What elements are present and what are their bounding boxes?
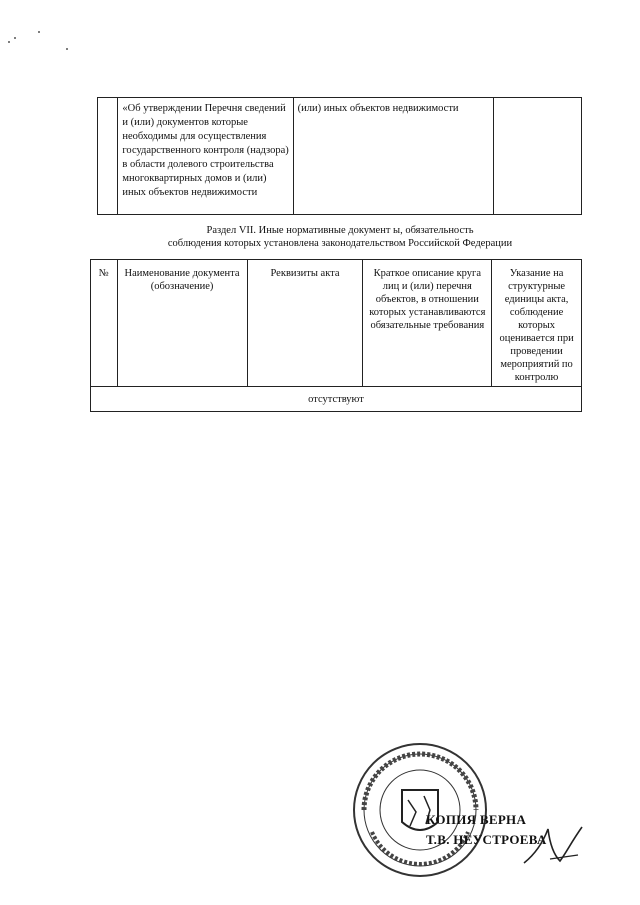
table-header-row	[91, 260, 582, 387]
header-document-name: Наименование документа (обозначение)	[117, 260, 247, 387]
table-cell-details: (или) иных объектов недвижимости	[293, 98, 493, 215]
section-title	[110, 224, 570, 250]
signature	[520, 815, 590, 875]
table-cell-document-name: «Об утверждении Перечня сведений и (или) документов которые необходимы для осуществления государственного контроля (надзора) в области долевого строительства многоквартирных домов и (или) иных объектов недвижимости	[118, 98, 293, 215]
table-cell-empty	[493, 98, 581, 215]
section-title-line1: Раздел VII. Иные нормативные документ ы, обязательность	[206, 225, 474, 236]
header-description: Краткое описание круга лиц и (или) перечня объектов, в отношении которых устанавливаются обязательные требования	[363, 260, 492, 387]
table-row	[98, 98, 582, 215]
documents-table	[90, 259, 582, 412]
header-act-details: Реквизиты акта	[247, 260, 363, 387]
stamp-line2: Т.В. НЕУСТРОЕВА	[426, 832, 547, 847]
table-cell-number	[98, 98, 118, 215]
empty-note: отсутствуют	[91, 387, 582, 412]
header-structural-units: Указание на структурные единицы акта, соблюдение которых оценивается при проведении мероприятий по контролю	[492, 260, 582, 387]
section-title-line2: соблюдения которых установлена законодательством Российской Федерации	[167, 238, 513, 249]
stamp-line1: КОПИЯ ВЕРНА	[426, 812, 527, 827]
table-row	[91, 387, 582, 412]
table-continuation	[97, 97, 582, 215]
header-number: №	[91, 260, 118, 387]
